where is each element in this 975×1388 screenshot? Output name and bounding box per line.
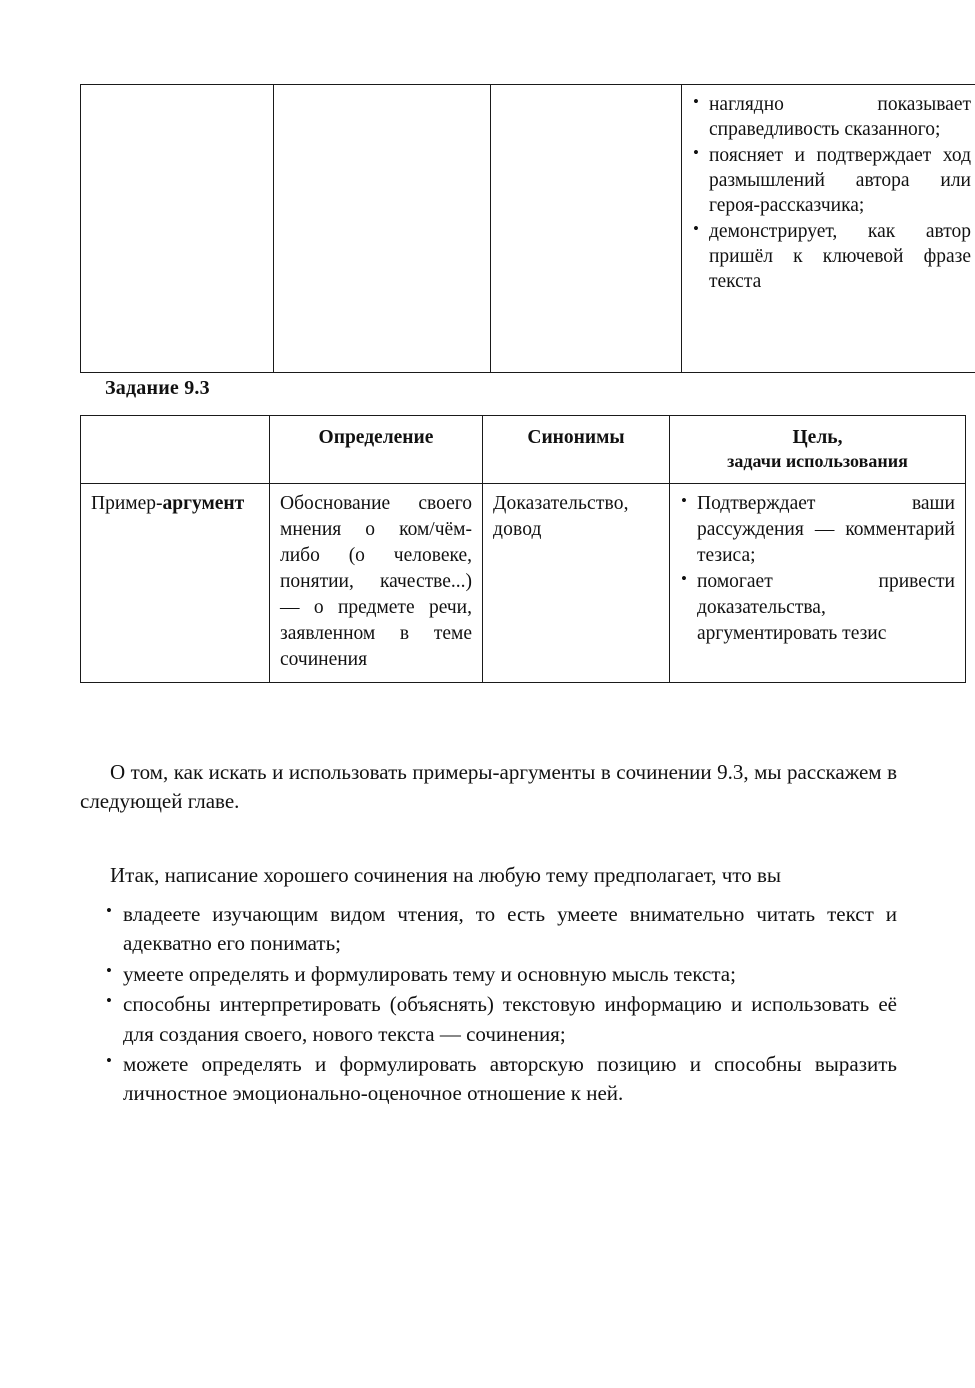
table-continued <box>80 84 975 373</box>
cell-empty-synonyms <box>491 85 682 373</box>
goal-bullet-list <box>692 92 971 295</box>
list-item: • владеете изучающим видом чтения, то есть умеете внимательно читать текст и адекватно его понимать; <box>80 900 897 959</box>
list-item: • способны интерпретировать (объяснять) текстовую информацию и использовать её для создания своего, нового текста — сочинения; <box>80 990 897 1049</box>
paragraph-next-chapter: О том, как искать и использовать примеры-аргументы в сочинении 9.3, мы расскажем в следующей главе. <box>80 760 897 814</box>
list-item: • демонстрирует, как автор пришёл к ключевой фразе текста <box>692 219 971 295</box>
cell-goals <box>682 85 975 373</box>
column-header-goal-sub: задачи использования <box>727 451 908 472</box>
column-header-goal-main: Цель, <box>792 427 843 448</box>
table-row <box>81 483 966 682</box>
cell-definition: Обоснование своего мнения о ком/чём-либо (о человеке, понятии, качестве...) — о предмете речи, заявленном в теме сочинения <box>270 483 483 682</box>
list-item: • наглядно показывает справедливость сказанного; <box>692 92 971 143</box>
cell-empty-definition <box>274 85 491 373</box>
column-header-synonyms: Синонимы <box>483 416 670 484</box>
task-heading: Задание 9.3 <box>105 377 210 399</box>
cell-goal <box>670 483 966 682</box>
column-header-term <box>81 416 270 484</box>
cell-term <box>81 483 270 682</box>
table-task-9-3 <box>80 415 966 683</box>
cell-synonyms: Доказательство, довод <box>483 483 670 682</box>
table-row <box>81 85 975 373</box>
paragraph-summary-intro: Итак, написание хорошего сочинения на любую тему предполагает, что вы <box>110 863 782 887</box>
column-header-definition: Определение <box>270 416 483 484</box>
term-prefix: Пример- <box>91 492 163 514</box>
list-item: • умеете определять и формулировать тему и основную мысль текста; <box>80 960 897 989</box>
list-item: • можете определять и формулировать авторскую позицию и способны выразить личностное эмоционально-оценочное отношение к ней. <box>80 1050 897 1109</box>
list-item: • Подтверждает ваши рассуждения — комментарий тезиса; <box>680 491 955 569</box>
cell-empty-term <box>81 85 274 373</box>
list-item: • помогает привести доказательства, аргументировать тезис <box>680 569 955 647</box>
goal-bullet-list <box>680 491 955 648</box>
list-item: • поясняет и подтверждает ход размышлений автора или героя-рассказчика; <box>692 143 971 219</box>
column-header-goal <box>670 416 966 484</box>
summary-skill-list <box>80 900 897 1110</box>
table-header-row <box>81 416 966 484</box>
term-bold: аргумент <box>162 492 245 514</box>
